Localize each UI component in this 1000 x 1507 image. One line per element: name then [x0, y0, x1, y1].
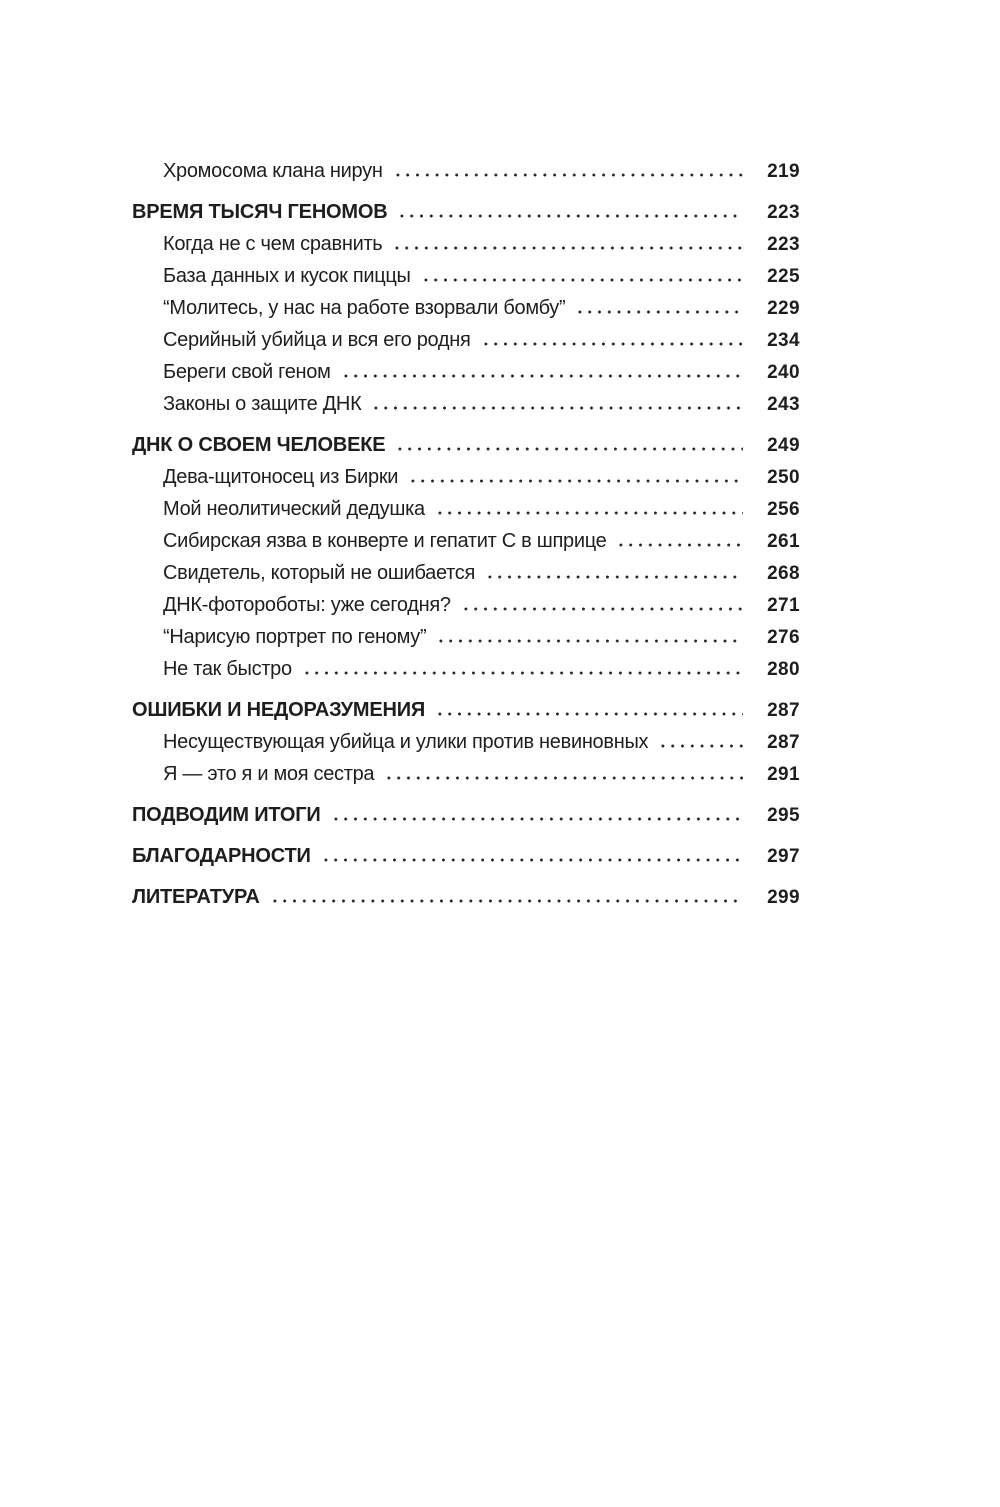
dot-leader: [575, 310, 743, 314]
entry-title: Не так быстро: [163, 658, 292, 680]
toc-section: [132, 846, 800, 867]
toc-item-row: [132, 234, 800, 255]
toc-section: [132, 161, 800, 182]
entry-page-number: 219: [767, 161, 800, 182]
entry-title: Когда не с чем сравнить: [163, 233, 383, 255]
entry-title: ПОДВОДИМ ИТОГИ: [132, 804, 321, 826]
toc-item-row: [132, 330, 800, 351]
toc-list: [132, 161, 800, 919]
dot-leader: [393, 173, 743, 177]
toc-heading-row: [132, 202, 800, 223]
toc-section: [132, 700, 800, 785]
entry-page-number: 280: [767, 659, 800, 680]
dot-leader: [481, 342, 743, 346]
entry-page-number: 261: [767, 531, 800, 552]
toc-section: [132, 202, 800, 415]
entry-title: “Нарисую портрет по геному”: [163, 626, 427, 648]
entry-title: Свидетель, который не ошибается: [163, 562, 476, 584]
dot-leader: [270, 899, 743, 903]
toc-item-row: [132, 362, 800, 383]
entry-page-number: 256: [767, 499, 800, 520]
entry-title: База данных и кусок пиццы: [163, 265, 411, 287]
toc-item-row: [132, 161, 800, 182]
dot-leader: [435, 712, 743, 716]
dot-leader: [436, 639, 743, 643]
dot-leader: [331, 817, 743, 821]
entry-page-number: 271: [767, 595, 800, 616]
toc-item-row: [132, 595, 800, 616]
toc-item-row: [132, 467, 800, 488]
dot-leader: [341, 374, 743, 378]
toc-heading-row: [132, 887, 800, 908]
toc-item-row: [132, 659, 800, 680]
entry-page-number: 249: [767, 435, 800, 456]
entry-page-number: 297: [767, 846, 800, 867]
entry-title: Серийный убийца и вся его родня: [163, 329, 471, 351]
entry-title: ДНК-фотороботы: уже сегодня?: [163, 594, 451, 616]
entry-page-number: 276: [767, 627, 800, 648]
dot-leader: [384, 776, 743, 780]
toc-heading-row: [132, 435, 800, 456]
toc-item-row: [132, 732, 800, 753]
entry-title: Дева-щитоносец из Бирки: [163, 466, 399, 488]
toc-item-row: [132, 563, 800, 584]
entry-page-number: 223: [767, 202, 800, 223]
dot-leader: [435, 511, 743, 515]
entry-title: БЛАГОДАРНОСТИ: [132, 845, 311, 867]
dot-leader: [392, 246, 743, 250]
toc-item-row: [132, 499, 800, 520]
entry-title: Несуществующая убийца и улики против невиновных: [163, 731, 649, 753]
toc-section: [132, 887, 800, 908]
entry-page-number: 291: [767, 764, 800, 785]
toc-section: [132, 435, 800, 680]
toc-item-row: [132, 764, 800, 785]
dot-leader: [371, 406, 743, 410]
entry-page-number: 268: [767, 563, 800, 584]
entry-page-number: 243: [767, 394, 800, 415]
entry-title: ЛИТЕРАТУРА: [132, 886, 260, 908]
toc-item-row: [132, 298, 800, 319]
entry-title: Я — это я и моя сестра: [163, 763, 375, 785]
entry-page-number: 225: [767, 266, 800, 287]
dot-leader: [485, 575, 743, 579]
toc-item-row: [132, 266, 800, 287]
dot-leader: [616, 543, 743, 547]
entry-page-number: 234: [767, 330, 800, 351]
entry-title: Законы о защите ДНК: [163, 393, 362, 415]
entry-page-number: 240: [767, 362, 800, 383]
toc-section: [132, 805, 800, 826]
toc-heading-row: [132, 805, 800, 826]
entry-page-number: 229: [767, 298, 800, 319]
dot-leader: [408, 479, 743, 483]
entry-title: Хромосома клана нирун: [163, 160, 383, 182]
entry-title: ВРЕМЯ ТЫСЯЧ ГЕНОМОВ: [132, 201, 388, 223]
entry-page-number: 295: [767, 805, 800, 826]
dot-leader: [397, 214, 743, 218]
dot-leader: [302, 671, 743, 675]
entry-page-number: 287: [767, 700, 800, 721]
dot-leader: [395, 447, 743, 451]
toc-heading-row: [132, 846, 800, 867]
entry-title: Сибирская язва в конверте и гепатит С в шприце: [163, 530, 607, 552]
entry-title: “Молитесь, у нас на работе взорвали бомбу”: [163, 297, 566, 319]
dot-leader: [321, 858, 743, 862]
entry-title: ОШИБКИ И НЕДОРАЗУМЕНИЯ: [132, 699, 426, 721]
entry-title: Береги свой геном: [163, 361, 331, 383]
toc-item-row: [132, 627, 800, 648]
entry-title: Мой неолитический дедушка: [163, 498, 425, 520]
toc-item-row: [132, 394, 800, 415]
dot-leader: [461, 607, 743, 611]
entry-page-number: 223: [767, 234, 800, 255]
entry-page-number: 250: [767, 467, 800, 488]
toc-heading-row: [132, 700, 800, 721]
dot-leader: [421, 278, 743, 282]
entry-page-number: 299: [767, 887, 800, 908]
dot-leader: [658, 744, 743, 748]
toc-item-row: [132, 531, 800, 552]
entry-page-number: 287: [767, 732, 800, 753]
entry-title: ДНК О СВОЕМ ЧЕЛОВЕКЕ: [132, 434, 386, 456]
